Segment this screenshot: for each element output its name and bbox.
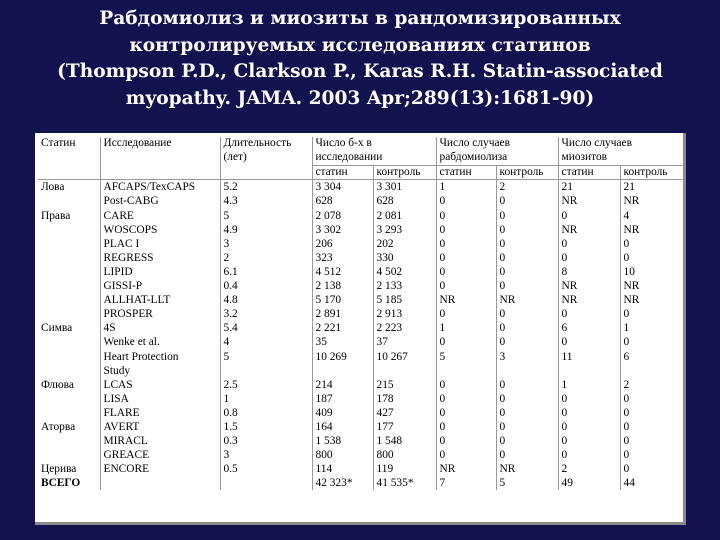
duration-cell: 4.3 <box>220 194 312 208</box>
rhabdo-control-cell: 0 <box>496 420 558 434</box>
title-line-1: Рабдомиолиз и миозиты в рандомизированных <box>99 8 621 29</box>
patients-statin-cell: 800 <box>312 448 373 462</box>
statin-cell: Флюва <box>41 378 74 391</box>
study-cell: Wenke et al. <box>100 335 220 349</box>
study-cell: PLAC I <box>100 237 220 251</box>
rhabdo-control-cell: 3 <box>496 350 558 364</box>
duration-cell: 4.9 <box>220 223 312 237</box>
statin-cell: Аторва <box>41 420 76 433</box>
patients-statin-cell: 214 <box>312 378 373 392</box>
myositis-statin-cell: 8 <box>558 265 620 279</box>
myositis-statin-cell: 21 <box>558 180 620 195</box>
patients-statin-cell: 35 <box>312 335 373 349</box>
table-row <box>38 293 683 307</box>
table-row <box>38 462 683 476</box>
rhabdo-statin-cell: 5 <box>436 350 496 364</box>
statin-cell <box>38 307 100 321</box>
statin-cell <box>38 293 100 307</box>
patients-statin-cell: 3 304 <box>312 180 373 195</box>
rhabdo-control-cell: 0 <box>496 448 558 462</box>
rhabdo-control-cell: 0 <box>496 392 558 406</box>
header-duration-unit: (лет) <box>220 151 312 165</box>
study-cell: LCAS <box>100 378 220 392</box>
statin-cell <box>38 265 100 279</box>
rhabdo-statin-cell: 0 <box>436 406 496 420</box>
rhabdo-control-cell <box>496 364 558 378</box>
duration-cell: 4 <box>220 335 312 349</box>
rhabdo-statin-cell: 0 <box>436 223 496 237</box>
patients-statin-cell: 2 078 <box>312 209 373 223</box>
header-myositis-2: миозитов <box>558 151 683 165</box>
rhabdo-control-cell: NR <box>496 462 558 476</box>
patients-control-cell: 177 <box>373 420 436 434</box>
duration-cell: 0.8 <box>220 406 312 420</box>
patients-statin-cell: 628 <box>312 194 373 208</box>
myositis-control-cell: 10 <box>620 265 683 279</box>
table-row <box>38 335 683 349</box>
myositis-control-cell: 0 <box>620 434 683 448</box>
myositis-statin-cell: 0 <box>558 209 620 223</box>
statin-cell <box>38 237 100 251</box>
header-patients-control: контроль <box>373 165 436 180</box>
duration-cell: 4.8 <box>220 293 312 307</box>
myositis-statin-cell: 2 <box>558 462 620 476</box>
patients-statin-cell: 5 170 <box>312 293 373 307</box>
table-row <box>38 321 683 335</box>
table-row <box>38 180 683 195</box>
patients-control-cell: 628 <box>373 194 436 208</box>
myositis-control-cell <box>620 364 683 378</box>
title-line-4: myopathy. JAMA. 2003 Apr;289(13):1681-90) <box>125 87 595 109</box>
duration-cell: 5 <box>220 350 312 364</box>
study-cell: AVERT <box>100 420 220 434</box>
patients-control-cell: 1 548 <box>373 434 436 448</box>
table-row <box>38 209 683 223</box>
patients-control-cell: 119 <box>373 462 436 476</box>
study-cell <box>100 476 220 490</box>
myositis-statin-cell: 0 <box>558 406 620 420</box>
rhabdo-control-cell: 0 <box>496 194 558 208</box>
patients-control-cell: 41 535* <box>373 476 436 490</box>
duration-cell: 5.2 <box>220 180 312 195</box>
patients-statin-cell: 206 <box>312 237 373 251</box>
study-cell: ENCORE <box>100 462 220 476</box>
patients-statin-cell <box>312 364 373 378</box>
study-cell: AFCAPS/TexCAPS <box>100 180 220 195</box>
myositis-control-cell: 2 <box>620 378 683 392</box>
study-cell: LIPID <box>100 265 220 279</box>
patients-control-cell: 2 223 <box>373 321 436 335</box>
statin-cell <box>38 434 100 448</box>
rhabdo-statin-cell: 0 <box>436 279 496 293</box>
myositis-statin-cell: NR <box>558 223 620 237</box>
rhabdo-statin-cell: 1 <box>436 180 496 195</box>
table-row <box>38 406 683 420</box>
myositis-statin-cell: NR <box>558 194 620 208</box>
patients-statin-cell: 1 538 <box>312 434 373 448</box>
statin-cell <box>38 364 100 378</box>
header-myositis-statin: статин <box>558 165 620 180</box>
myositis-statin-cell: 0 <box>558 420 620 434</box>
study-cell: REGRESS <box>100 251 220 265</box>
duration-cell: 1 <box>220 392 312 406</box>
rhabdo-control-cell: 0 <box>496 434 558 448</box>
rhabdo-control-cell: 0 <box>496 265 558 279</box>
study-cell: ALLHAT-LLT <box>100 293 220 307</box>
table-row <box>38 378 683 392</box>
myositis-control-cell: 0 <box>620 392 683 406</box>
header-rhabdo: Число случаев <box>436 137 558 151</box>
table-row <box>38 307 683 321</box>
myositis-control-cell: 21 <box>620 180 683 195</box>
statin-trials-table <box>38 137 683 490</box>
header-rhabdo-2: рабдомиолиза <box>436 151 558 165</box>
header-row-1 <box>38 137 683 151</box>
statin-cell: Симва <box>41 322 73 335</box>
title-line-2: контролируемых исследованиях статинов <box>129 34 591 56</box>
rhabdo-statin-cell: 0 <box>436 194 496 208</box>
statin-cell: ВСЕГО <box>41 477 81 490</box>
myositis-control-cell: NR <box>620 293 683 307</box>
statin-cell: Церива <box>41 463 77 476</box>
table-row <box>38 279 683 293</box>
study-cell: PROSPER <box>100 307 220 321</box>
study-cell: LISA <box>100 392 220 406</box>
study-cell: MIRACL <box>100 434 220 448</box>
patients-statin-cell: 42 323* <box>312 476 373 490</box>
statin-cell <box>38 251 100 265</box>
patients-statin-cell: 2 221 <box>312 321 373 335</box>
duration-cell: 2 <box>220 251 312 265</box>
table-row <box>38 265 683 279</box>
patients-statin-cell: 10 269 <box>312 350 373 364</box>
patients-control-cell: 5 185 <box>373 293 436 307</box>
rhabdo-statin-cell: 0 <box>436 420 496 434</box>
myositis-statin-cell: 1 <box>558 378 620 392</box>
statin-cell <box>38 223 100 237</box>
patients-control-cell: 2 081 <box>373 209 436 223</box>
myositis-statin-cell: 0 <box>558 434 620 448</box>
study-cell: CARE <box>100 209 220 223</box>
duration-cell: 1.5 <box>220 420 312 434</box>
rhabdo-statin-cell: 0 <box>436 448 496 462</box>
table-row <box>38 448 683 462</box>
myositis-control-cell: 0 <box>620 420 683 434</box>
table-row <box>38 476 683 490</box>
statin-cell: Лова <box>38 180 100 195</box>
rhabdo-control-cell: 0 <box>496 223 558 237</box>
table-row <box>38 223 683 237</box>
patients-control-cell: 2 133 <box>373 279 436 293</box>
patients-statin-cell: 4 512 <box>312 265 373 279</box>
header-statin: Статин <box>41 137 76 149</box>
statin-cell <box>38 392 100 406</box>
duration-cell: 5 <box>220 209 312 223</box>
header-patients: Число б-х в <box>312 137 436 151</box>
rhabdo-statin-cell: 0 <box>436 307 496 321</box>
patients-control-cell: 3 301 <box>373 180 436 195</box>
myositis-control-cell: 0 <box>620 237 683 251</box>
rhabdo-statin-cell <box>436 364 496 378</box>
myositis-control-cell: 44 <box>620 476 683 490</box>
rhabdo-statin-cell: 0 <box>436 434 496 448</box>
myositis-statin-cell: NR <box>558 279 620 293</box>
study-cell: Study <box>100 364 220 378</box>
duration-cell: 3.2 <box>220 307 312 321</box>
patients-control-cell: 3 293 <box>373 223 436 237</box>
header-duration: Длительность <box>220 137 312 151</box>
header-row-3 <box>38 165 683 180</box>
header-row-2 <box>38 151 683 165</box>
statin-cell <box>38 448 100 462</box>
patients-statin-cell: 3 302 <box>312 223 373 237</box>
myositis-statin-cell: 0 <box>558 335 620 349</box>
patients-control-cell: 330 <box>373 251 436 265</box>
myositis-control-cell: 0 <box>620 251 683 265</box>
header-rhabdo-control: контроль <box>496 165 558 180</box>
patients-control-cell: 800 <box>373 448 436 462</box>
statin-cell: Права <box>41 209 71 222</box>
header-study: Исследование <box>100 137 220 151</box>
myositis-statin-cell: NR <box>558 293 620 307</box>
rhabdo-control-cell: 0 <box>496 335 558 349</box>
table-row <box>38 392 683 406</box>
rhabdo-control-cell: 0 <box>496 279 558 293</box>
statin-cell <box>38 279 100 293</box>
rhabdo-statin-cell: 0 <box>436 209 496 223</box>
myositis-control-cell: 0 <box>620 335 683 349</box>
study-cell: FLARE <box>100 406 220 420</box>
table-row <box>38 251 683 265</box>
rhabdo-control-cell: NR <box>496 293 558 307</box>
statin-cell <box>38 350 100 364</box>
rhabdo-control-cell: 0 <box>496 251 558 265</box>
myositis-control-cell: 6 <box>620 350 683 364</box>
myositis-control-cell: NR <box>620 194 683 208</box>
study-cell: Post-CABG <box>100 194 220 208</box>
patients-statin-cell: 2 138 <box>312 279 373 293</box>
patients-control-cell: 427 <box>373 406 436 420</box>
myositis-statin-cell: 0 <box>558 392 620 406</box>
myositis-control-cell: 0 <box>620 406 683 420</box>
myositis-control-cell: 1 <box>620 321 683 335</box>
duration-cell: 6.1 <box>220 265 312 279</box>
duration-cell <box>220 364 312 378</box>
myositis-statin-cell: 0 <box>558 307 620 321</box>
rhabdo-control-cell: 2 <box>496 180 558 195</box>
myositis-control-cell: 4 <box>620 209 683 223</box>
rhabdo-statin-cell: 7 <box>436 476 496 490</box>
table-row <box>38 350 683 364</box>
header-patients-2: исследовании <box>312 151 436 165</box>
myositis-control-cell: 0 <box>620 462 683 476</box>
patients-control-cell: 4 502 <box>373 265 436 279</box>
myositis-statin-cell <box>558 364 620 378</box>
study-cell: GREACE <box>100 448 220 462</box>
header-myositis-control: контроль <box>620 165 683 180</box>
study-cell: Heart Protection <box>100 350 220 364</box>
slide-title <box>30 6 690 112</box>
myositis-statin-cell: 0 <box>558 251 620 265</box>
duration-cell: 3 <box>220 448 312 462</box>
patients-control-cell: 202 <box>373 237 436 251</box>
myositis-statin-cell: 11 <box>558 350 620 364</box>
myositis-statin-cell: 6 <box>558 321 620 335</box>
statin-cell <box>38 194 100 208</box>
duration-cell: 3 <box>220 237 312 251</box>
patients-control-cell: 178 <box>373 392 436 406</box>
table-row <box>38 237 683 251</box>
table-row <box>38 420 683 434</box>
patients-statin-cell: 187 <box>312 392 373 406</box>
patients-statin-cell: 323 <box>312 251 373 265</box>
table-row <box>38 364 683 378</box>
table-row <box>38 194 683 208</box>
duration-cell: 5.4 <box>220 321 312 335</box>
statin-cell <box>38 335 100 349</box>
duration-cell <box>220 476 312 490</box>
rhabdo-statin-cell: 0 <box>436 251 496 265</box>
patients-statin-cell: 409 <box>312 406 373 420</box>
myositis-control-cell: NR <box>620 279 683 293</box>
rhabdo-statin-cell: 1 <box>436 321 496 335</box>
study-cell: WOSCOPS <box>100 223 220 237</box>
rhabdo-control-cell: 0 <box>496 406 558 420</box>
table-row <box>38 434 683 448</box>
study-cell: GISSI-P <box>100 279 220 293</box>
rhabdo-control-cell: 5 <box>496 476 558 490</box>
myositis-control-cell: 0 <box>620 448 683 462</box>
rhabdo-control-cell: 0 <box>496 209 558 223</box>
myositis-statin-cell: 49 <box>558 476 620 490</box>
patients-statin-cell: 164 <box>312 420 373 434</box>
rhabdo-statin-cell: NR <box>436 462 496 476</box>
rhabdo-statin-cell: 0 <box>436 265 496 279</box>
header-rhabdo-statin: статин <box>436 165 496 180</box>
header-patients-statin: статин <box>312 165 373 180</box>
rhabdo-statin-cell: 0 <box>436 378 496 392</box>
rhabdo-statin-cell: 0 <box>436 335 496 349</box>
study-cell: 4S <box>100 321 220 335</box>
rhabdo-statin-cell: NR <box>436 293 496 307</box>
duration-cell: 0.3 <box>220 434 312 448</box>
myositis-control-cell: NR <box>620 223 683 237</box>
header-myositis: Число случаев <box>558 137 683 151</box>
rhabdo-control-cell: 0 <box>496 237 558 251</box>
patients-control-cell <box>373 364 436 378</box>
patients-statin-cell: 114 <box>312 462 373 476</box>
patients-control-cell: 37 <box>373 335 436 349</box>
title-line-3: (Thompson P.D., Clarkson P., Karas R.H. Statin-associated <box>57 61 663 82</box>
rhabdo-control-cell: 0 <box>496 321 558 335</box>
myositis-control-cell: 0 <box>620 307 683 321</box>
rhabdo-control-cell: 0 <box>496 378 558 392</box>
duration-cell: 0.4 <box>220 279 312 293</box>
rhabdo-statin-cell: 0 <box>436 392 496 406</box>
rhabdo-statin-cell: 0 <box>436 237 496 251</box>
statin-cell <box>38 406 100 420</box>
rhabdo-control-cell: 0 <box>496 307 558 321</box>
myositis-statin-cell: 0 <box>558 448 620 462</box>
patients-control-cell: 215 <box>373 378 436 392</box>
statin-trials-table-panel <box>35 133 686 525</box>
patients-control-cell: 2 913 <box>373 307 436 321</box>
patients-control-cell: 10 267 <box>373 350 436 364</box>
duration-cell: 2.5 <box>220 378 312 392</box>
myositis-statin-cell: 0 <box>558 237 620 251</box>
duration-cell: 0.5 <box>220 462 312 476</box>
patients-statin-cell: 2 891 <box>312 307 373 321</box>
